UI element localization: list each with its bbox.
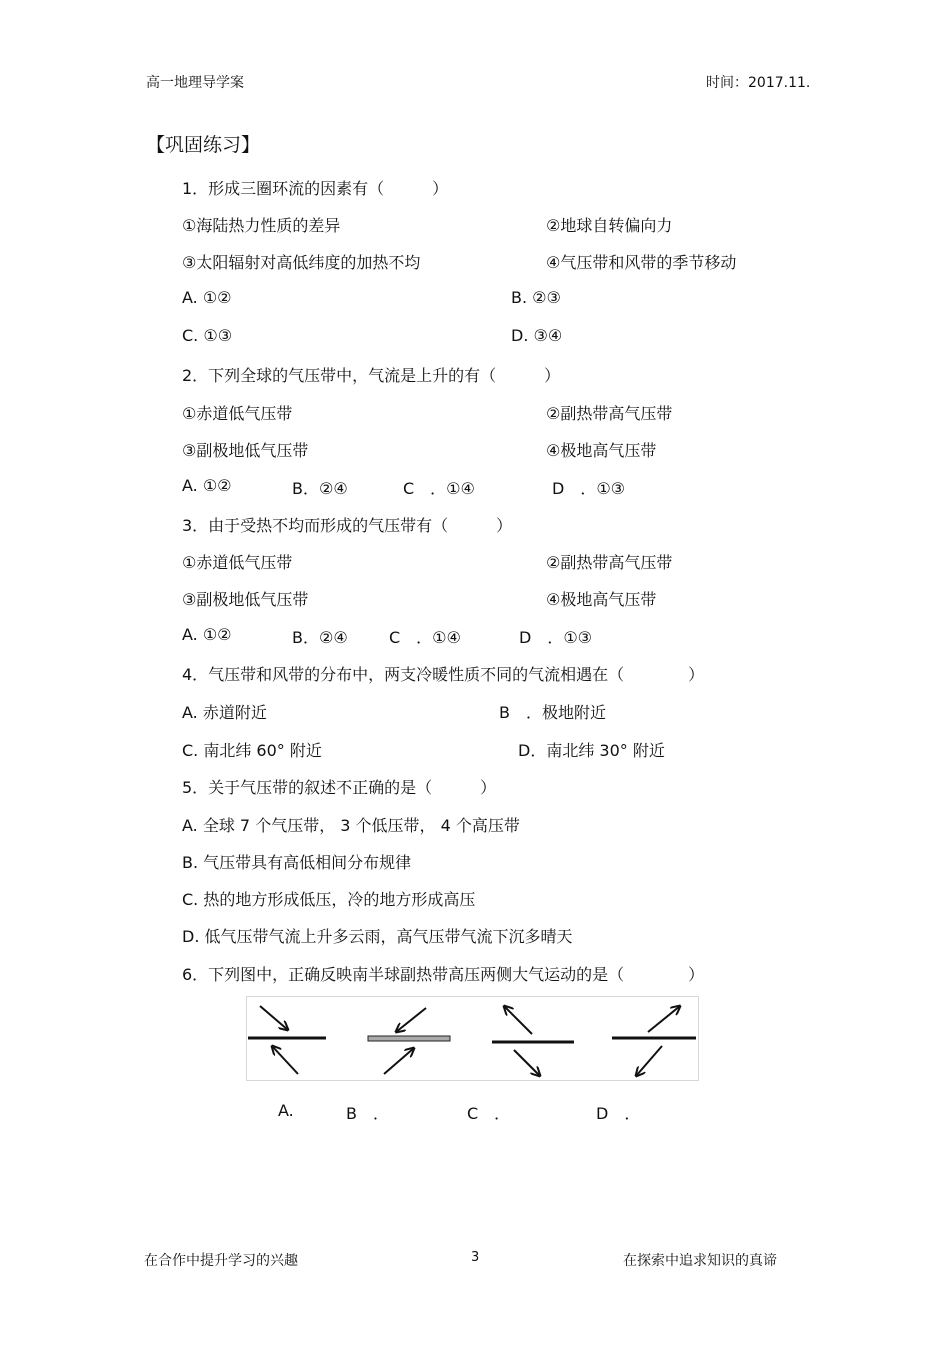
diagram-c (492, 1006, 574, 1076)
diagram-b (368, 1008, 450, 1074)
q2-item-2: ②副热带高气压带 (546, 404, 673, 423)
q3-option-c: C ．①④ (389, 628, 461, 647)
arrow-up-left-icon (504, 1006, 532, 1034)
q3-item-3: ③副极地低气压带 (182, 590, 309, 609)
q3-item-1: ①赤道低气压带 (182, 553, 293, 572)
q1-item-2: ②地球自转偏向力 (546, 216, 673, 235)
arrow-down-right-icon (260, 1006, 288, 1030)
q4-option-d: D．南北纬 30° 附近 (518, 741, 665, 760)
q4-option-b: B ．极地附近 (499, 703, 606, 722)
q1-stem: 1．形成三圈环流的因素有（ ） (182, 179, 449, 198)
q1-option-a: A. ①② (182, 288, 232, 307)
q1-option-b: B. ②③ (511, 288, 561, 307)
q3-item-4: ④极地高气压带 (546, 590, 657, 609)
q1-item-1: ①海陆热力性质的差异 (182, 216, 341, 235)
q2-item-3: ③副极地低气压带 (182, 441, 309, 460)
q3-stem: 3．由于受热不均而形成的气压带有（ ） (182, 516, 513, 535)
q2-option-a: A. ①② (182, 476, 232, 495)
q3-option-a: A. ①② (182, 625, 232, 644)
q2-item-4: ④极地高气压带 (546, 441, 657, 460)
q3-option-d: D ．①③ (519, 628, 593, 647)
figure-label-c: C ． (467, 1104, 511, 1123)
figure-label-d: D ． (596, 1104, 641, 1123)
figure-label-b: B ． (346, 1104, 389, 1123)
q4-stem: 4．气压带和风带的分布中，两支冷暖性质不同的气流相遇在（ ） (182, 665, 705, 684)
q2-stem: 2．下列全球的气压带中，气流是上升的有（ ） (182, 366, 561, 385)
q5-option-a: A. 全球 7 个气压带， 3 个低压带， 4 个高压带 (182, 816, 520, 835)
header-right: 时间：2017.11. (706, 75, 811, 91)
q5-option-b: B. 气压带具有高低相间分布规律 (182, 853, 412, 872)
arrow-up-right-icon (648, 1006, 680, 1032)
q2-option-c: C ．①④ (403, 479, 475, 498)
q6-stem: 6．下列图中，正确反映南半球副热带高压两侧大气运动的是（ ） (182, 965, 705, 984)
arrow-down-left-icon (636, 1046, 662, 1076)
footer-right: 在探索中追求知识的真谛 (623, 1253, 777, 1269)
header-left: 高一地理导学案 (146, 75, 244, 91)
q1-option-c: C. ①③ (182, 326, 233, 345)
diagram-a (248, 1006, 326, 1074)
arrow-down-left-icon (396, 1008, 426, 1032)
q4-option-c: C. 南北纬 60° 附近 (182, 741, 322, 760)
q3-option-b: B．②④ (292, 628, 348, 647)
q2-item-1: ①赤道低气压带 (182, 404, 293, 423)
q3-item-2: ②副热带高气压带 (546, 553, 673, 572)
arrow-up-right-icon (384, 1048, 414, 1074)
q5-stem: 5．关于气压带的叙述不正确的是（ ） (182, 778, 497, 797)
q4-option-a: A. 赤道附近 (182, 703, 267, 722)
q1-item-4: ④气压带和风带的季节移动 (546, 253, 737, 272)
page-number: 3 (471, 1250, 480, 1265)
footer-left: 在合作中提升学习的兴趣 (144, 1253, 298, 1269)
arrow-down-right-icon (514, 1050, 540, 1076)
diagram-d (612, 1006, 696, 1076)
q5-option-d: D. 低气压带气流上升多云雨，高气压带气流下沉多晴天 (182, 927, 573, 946)
q2-option-d: D ．①③ (552, 479, 626, 498)
q6-arrow-diagrams (246, 996, 700, 1082)
q2-option-b: B．②④ (292, 479, 348, 498)
figure-label-a: A. (278, 1101, 294, 1120)
q5-option-c: C. 热的地方形成低压，冷的地方形成高压 (182, 890, 476, 909)
q1-option-d: D. ③④ (511, 326, 563, 345)
section-title: 【巩固练习】 (146, 134, 261, 156)
arrow-up-left-icon (272, 1046, 298, 1074)
q1-item-3: ③太阳辐射对高低纬度的加热不均 (182, 253, 421, 272)
